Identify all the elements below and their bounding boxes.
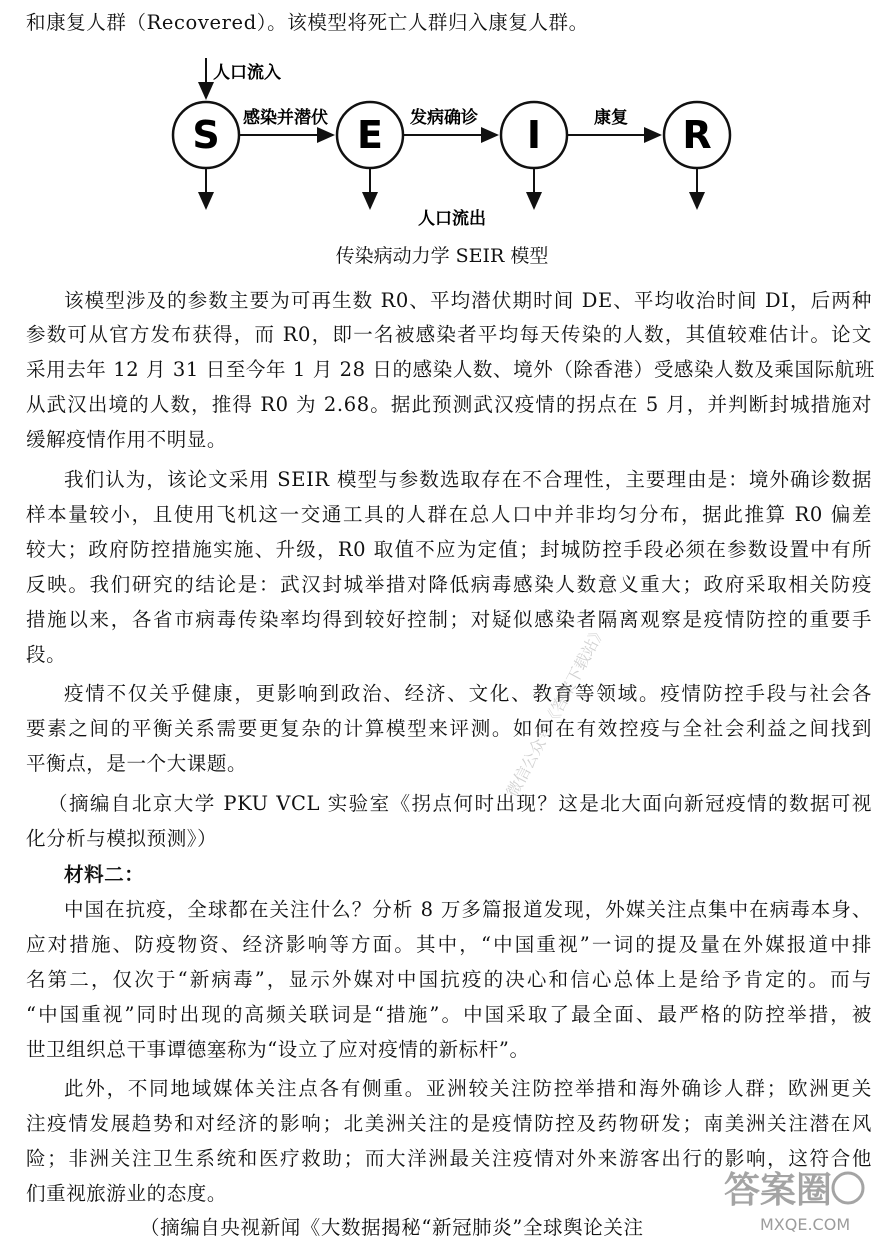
site-logo (720, 1152, 870, 1242)
paragraph-line: 世卫组织总干事谭德塞称为“设立了应对疫情的新标杆”。 (26, 1038, 530, 1061)
paragraph-line: 我们认为，该论文采用 SEIR 模型与参数选取存在不合理性，主要理由是：境外确诊数据 (64, 468, 872, 491)
edge-e-i-label: 发病确诊 (410, 108, 478, 128)
paragraph-line: 反映。我们研究的结论是：武汉封城举措对降低病毒感染人数意义重大；政府采取相关防疫 (26, 573, 872, 596)
paragraph-line: 中国在抗疫，全球都在关注什么？分析 8 万多篇报道发现，外媒关注点集中在病毒本身、 (64, 898, 872, 921)
paragraph-line: 和康复人群（Recovered）。该模型将死亡人群归入康复人群。 (26, 11, 589, 34)
outflow-label: 人口流出 (418, 209, 486, 229)
paragraph-line: 采用去年 12 月 31 日至今年 1 月 28 日的感染人数、境外（除香港）受感染人数及乘国际航班 (26, 358, 875, 381)
paragraph-line: 疫情不仅关乎健康，更影响到政治、经济、文化、教育等领域。疫情防控手段与社会各 (64, 682, 872, 705)
paragraph-line: 该模型涉及的参数主要为可再生数 R0、平均潜伏期时间 DE、平均收治时间 DI，后两种 (64, 289, 872, 312)
logo-text: 答案圈 (724, 1170, 833, 1211)
paragraph-line: 段。 (26, 643, 67, 666)
section-heading: 材料二： (64, 863, 145, 886)
paragraph-line: 险；非洲关注卫生系统和医疗救助；而大洋洲最关注疫情对外来游客出行的影响，这符合他 (26, 1147, 872, 1170)
paragraph-line: 此外，不同地域媒体关注点各有侧重。亚洲较关注防控举措和海外确诊人群；欧洲更关 (64, 1077, 872, 1100)
edge-i-r-label: 康复 (594, 108, 628, 128)
paragraph-line: 缓解疫情作用不明显。 (26, 428, 228, 451)
watermark-text: 微信公众号《答案下载站》 (502, 621, 610, 801)
paragraph-line: 注疫情发展趋势和对经济的影响；北美洲关注的是疫情防控及药物研发；南美洲关注潜在风 (26, 1112, 872, 1135)
paragraph-line: 名第二，仅次于“新病毒”，显示外媒对中国抗疫的决心和信心总体上是给予肯定的。而与 (26, 968, 872, 991)
paragraph-line: 较大；政府防控措施实施、升级，R0 取值不应为定值；封城防控手段必须在参数设置中有所 (26, 538, 872, 561)
citation-line: 化分析与模拟预测》） (26, 827, 218, 850)
paragraph-line: “中国重视”同时出现的高频关联词是“措施”。中国采取了最全面、最严格的防控举措，被 (26, 1003, 872, 1026)
seir-diagram (0, 40, 884, 270)
node-r-label: R (682, 113, 712, 157)
paragraph-line: 应对措施、防疫物资、经济影响等方面。其中，“中国重视”一词的提及量在外媒报道中排 (26, 933, 872, 956)
paragraph-line: 样本量较小，且使用飞机这一交通工具的人群在总人口中并非均匀分布，据此推算 R0 偏差 (26, 503, 872, 526)
paragraph-line: 们重视旅游业的态度。 (26, 1182, 228, 1205)
logo-url: MXQE.COM (760, 1215, 851, 1234)
diagram-caption: 传染病动力学 SEIR 模型 (335, 245, 549, 267)
paragraph-line: 从武汉出境的人数，推得 R0 为 2.68。据此预测武汉疫情的拐点在 5 月，并判断封城措施对 (26, 393, 872, 416)
edge-s-e-label: 感染并潜伏 (243, 108, 328, 128)
node-s-label: S (192, 113, 220, 157)
paragraph-line: 参数可从官方发布获得，而 R0，即一名被感染者平均每天传染的人数，其值较难估计。论文 (26, 323, 872, 346)
node-e-label: E (357, 113, 383, 157)
citation-line: （摘编自央视新闻《大数据揭秘“新冠肺炎”全球舆论关注 (140, 1216, 644, 1239)
paragraph-line: 要素之间的平衡关系需要更复杂的计算模型来评测。如何在有效控疫与全社会利益之间找到 (26, 717, 872, 740)
citation-line: （摘编自北京大学 PKU VCL 实验室《拐点何时出现？这是北大面向新冠疫情的数据可视 (48, 792, 872, 815)
inflow-label: 人口流入 (213, 63, 281, 83)
paragraph-line: 平衡点，是一个大课题。 (26, 752, 248, 775)
paragraph-line: 措施以来，各省市病毒传染率均得到较好控制；对疑似感染者隔离观察是疫情防控的重要手 (26, 608, 872, 631)
node-i-label: I (526, 113, 542, 157)
